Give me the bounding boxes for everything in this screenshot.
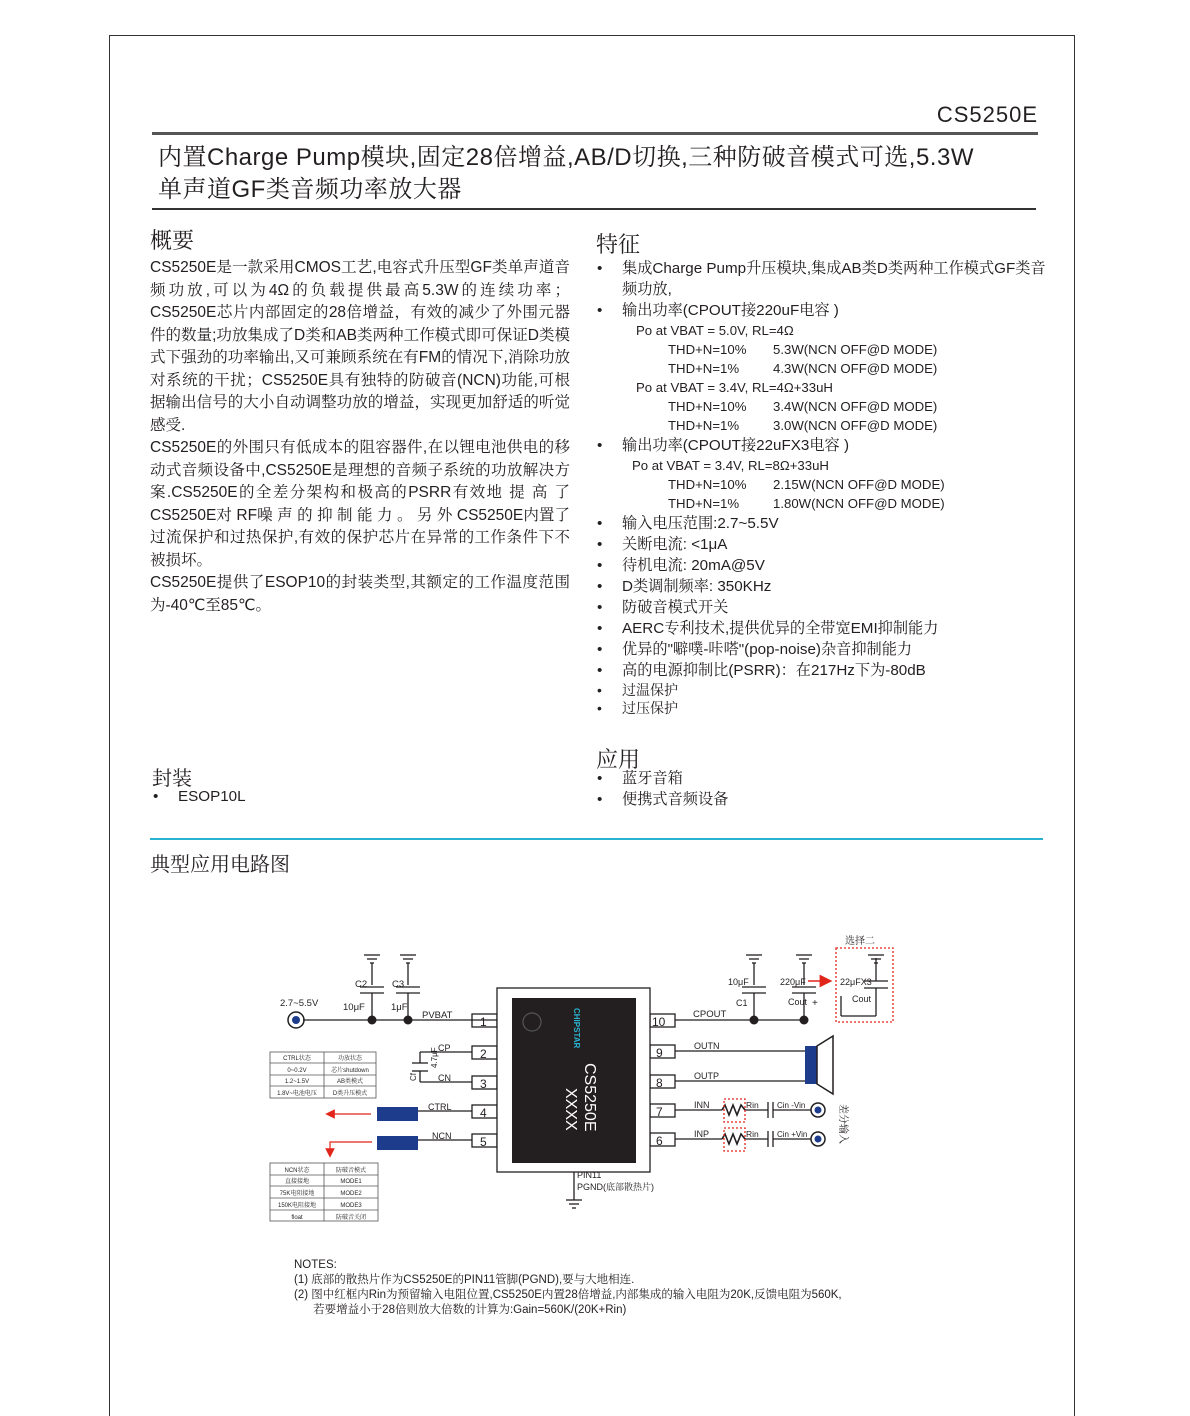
cout-label: Cout xyxy=(788,997,808,1007)
feature-item: • 待机电流: 20mA@5V xyxy=(596,555,1046,576)
feature-spec: THD+N=10% 3.4W(NCN OFF@D MODE) xyxy=(668,399,938,414)
table-cell: 防破音关闭 xyxy=(335,1215,367,1221)
table-cell: MODE2 xyxy=(340,1191,362,1197)
applications-heading: 应用 xyxy=(596,747,641,772)
diff-input-label: 差分输入 xyxy=(837,1104,848,1144)
feature-item: • 防破音模式开关 xyxy=(596,597,1046,618)
pin-number: 6 xyxy=(656,1134,663,1148)
table-cell: 功放状态 xyxy=(337,1056,363,1062)
table-cell: CTRL状态 xyxy=(283,1056,311,1062)
feature-item: • 过压保护 xyxy=(596,699,1046,717)
chip-logo: CHIPSTAR xyxy=(572,1008,581,1049)
ground-symbol xyxy=(566,1200,582,1208)
table-cell: 防破音模式 xyxy=(335,1168,367,1174)
c3-label: C3 xyxy=(392,979,405,990)
option2-label: 选择二 xyxy=(845,936,875,947)
package-item: • ESOP10L xyxy=(152,788,246,805)
feature-spec: THD+N=1% 1.80W(NCN OFF@D MODE) xyxy=(668,496,945,511)
table-cell: NCN状态 xyxy=(284,1168,310,1174)
ground-symbol xyxy=(400,955,416,963)
feature-item: • 关断电流: <1μA xyxy=(596,534,1046,555)
circuit-heading: 典型应用电路图 xyxy=(150,854,290,876)
cin-label: Cin +Vin xyxy=(777,1130,808,1139)
pin-number: 3 xyxy=(480,1077,487,1091)
pin-label: CP xyxy=(438,1043,451,1053)
pin-label: NCN xyxy=(432,1131,452,1141)
part-number: CS5250E xyxy=(936,102,1038,127)
table-cell: 0~0.2V xyxy=(287,1068,307,1074)
ctrl-pad xyxy=(377,1107,418,1121)
feature-item: • AERC专利技术,提供优异的全带宽EMI抑制能力 xyxy=(596,618,1046,639)
package-heading: 封装 xyxy=(152,768,192,790)
feature-condition: Po at VBAT = 5.0V, RL=4Ω xyxy=(636,323,794,338)
ncn-pad xyxy=(377,1136,418,1150)
svg-text:+: + xyxy=(812,998,818,1009)
application-item: • 蓝牙音箱 xyxy=(596,768,728,789)
rin-label: Rin xyxy=(746,1100,759,1110)
cout-value: 220μF xyxy=(780,977,806,987)
feature-item: • 高的电源抑制比(PSRR)：在217Hz下为-80dB xyxy=(596,660,1046,681)
feature-item: • 过温保护 xyxy=(596,681,1046,699)
c2-value: 10μF xyxy=(343,1002,365,1013)
table-cell: 75K电阻接地 xyxy=(279,1191,315,1197)
feature-spec: THD+N=10% 5.3W(NCN OFF@D MODE) xyxy=(668,342,938,357)
note-line: (2) 图中红框内Rin为预留输入电阻位置,CS5250E内置28倍增益,内部集成的输入电阻为20K,反馈电阻为560K, xyxy=(294,1289,842,1301)
pin-label: OUTN xyxy=(694,1041,720,1051)
rin-label: Rin xyxy=(746,1129,759,1139)
cf-label: Cf xyxy=(409,1073,418,1081)
pin-label: INN xyxy=(694,1100,710,1110)
c1-value: 10μF xyxy=(728,977,749,987)
c2-label: C2 xyxy=(355,979,368,990)
pin-label: CN xyxy=(438,1073,451,1083)
cout3-value: 22μFX3 xyxy=(840,977,872,987)
features-heading: 特征 xyxy=(596,232,641,257)
cin-label: Cin -Vin xyxy=(777,1101,806,1110)
speaker-icon xyxy=(805,1046,817,1084)
pin-number: 1 xyxy=(480,1015,487,1029)
c1-label: C1 xyxy=(736,998,748,1008)
supply-label: 2.7~5.5V xyxy=(280,998,319,1009)
feature-item: • 输出功率(CPOUT接220uF电容 ) xyxy=(596,300,1046,321)
application-item: • 便携式音频设备 xyxy=(596,789,728,810)
ground-symbol xyxy=(746,955,762,963)
table-cell: 1.2~1.5V xyxy=(284,1079,310,1085)
table-cell: MODE3 xyxy=(340,1203,362,1209)
feature-spec: THD+N=1% 3.0W(NCN OFF@D MODE) xyxy=(668,418,938,433)
pin-number: 7 xyxy=(656,1105,663,1119)
pin-label: OUTP xyxy=(694,1071,720,1081)
ground-symbol xyxy=(796,955,812,963)
pin-label: PVBAT xyxy=(422,1010,453,1021)
pin11-label: PIN11 xyxy=(577,1170,602,1180)
pin-number: 10 xyxy=(652,1015,666,1029)
pin-number: 5 xyxy=(480,1135,487,1149)
overview-paragraph: CS5250E是一款采用CMOS工艺,电容式升压型GF类单声道音频功放,可以为4Ω的负载提供最高5.3W的连续功率；CS5250E芯片内部固定的28倍增益，有效的减少了外围元器件的数量;功放集成了D类和AB类两种工作模式即可保证D类模式下强劲的功率输出,又可兼顾系统在有FM的情况下,消除功放对系统的干扰；CS5250E具有独特的防破音(NCN)功能,可根据输出信号的大小自动调整功放的增益，实现更加舒适的听觉感受. xyxy=(150,259,570,434)
notes xyxy=(294,1258,842,1318)
title-line-1: 内置Charge Pump模块,固定28倍增益,AB/D切换,三种防破音模式可选,5.3W xyxy=(158,144,974,171)
feature-spec: THD+N=10% 2.15W(NCN OFF@D MODE) xyxy=(668,477,945,492)
pin-label: INP xyxy=(694,1129,710,1139)
table-cell: 直接接地 xyxy=(284,1179,310,1185)
overview-heading: 概要 xyxy=(150,228,195,253)
feature-condition: Po at VBAT = 3.4V, RL=8Ω+33uH xyxy=(632,458,829,473)
pin-number: 8 xyxy=(656,1076,663,1090)
feature-item: • 集成Charge Pump升压模块,集成AB类D类两种工作模式GF类音频功放, xyxy=(596,258,1046,300)
note-line: (1) 底部的散热片作为CS5250E的PIN11管脚(PGND),要与大地相连. xyxy=(294,1274,635,1286)
feature-item: • D类调制频率: 350KHz xyxy=(596,576,1046,597)
table-cell: 1.8V~电池电压 xyxy=(277,1091,317,1097)
cout3-label: Cout xyxy=(852,994,872,1004)
table-cell: 芯片shutdown xyxy=(331,1068,369,1074)
chip-code: XXXX xyxy=(562,1088,579,1131)
pin-label: CTRL xyxy=(428,1102,452,1112)
c3-value: 1μF xyxy=(391,1002,408,1013)
table-cell: D类升压模式 xyxy=(332,1091,368,1097)
cf-value: 4.7μF xyxy=(430,1047,439,1068)
title-line-2: 单声道GF类音频功率放大器 xyxy=(158,176,462,203)
chip-name: CS5250E xyxy=(581,1063,598,1132)
table-cell: float xyxy=(291,1215,303,1221)
ground-symbol xyxy=(364,955,380,963)
pin-label: CPOUT xyxy=(693,1009,727,1020)
overview-paragraph: CS5250E提供了ESOP10的封装类型,其额定的工作温度范围为-40℃至85℃。 xyxy=(150,574,570,614)
feature-item: • 输入电压范围:2.7~5.5V xyxy=(596,513,1046,534)
feature-spec: THD+N=1% 4.3W(NCN OFF@D MODE) xyxy=(668,361,938,376)
notes-title: NOTES: xyxy=(294,1259,337,1271)
overview-paragraph: CS5250E的外围只有低成本的阻容器件,在以锂电池供电的移动式音频设备中,CS5250E是理想的音频子系统的功放解决方案.CS5250E的全差分架构和极高的PSRR有效地 提 高 了 CS5250E对 RF噪 声 的 抑 制 能 力 。 另 外 CS5250E内置了过流保护和过热保护,有效的保护芯片在异常的工作条件下不被损坏。 xyxy=(150,439,570,569)
pin-number: 2 xyxy=(480,1047,487,1061)
table-cell: MODE1 xyxy=(340,1179,362,1185)
table-cell: 150K电阻接地 xyxy=(277,1203,317,1209)
table-cell: AB类模式 xyxy=(336,1079,364,1085)
note-line: 若要增益小于28倍则放大倍数的计算为:Gain=560K/(20K+Rin) xyxy=(294,1304,627,1316)
pgnd-label: PGND(底部散热片) xyxy=(577,1182,654,1192)
feature-item: • 优异的"噼噗-咔嗒"(pop-noise)杂音抑制能力 xyxy=(596,639,1046,660)
feature-item: • 输出功率(CPOUT接22uFX3电容 ) xyxy=(596,435,1046,456)
feature-condition: Po at VBAT = 3.4V, RL=4Ω+33uH xyxy=(636,380,833,395)
pin-number: 9 xyxy=(656,1046,663,1060)
pin-number: 4 xyxy=(480,1106,487,1120)
